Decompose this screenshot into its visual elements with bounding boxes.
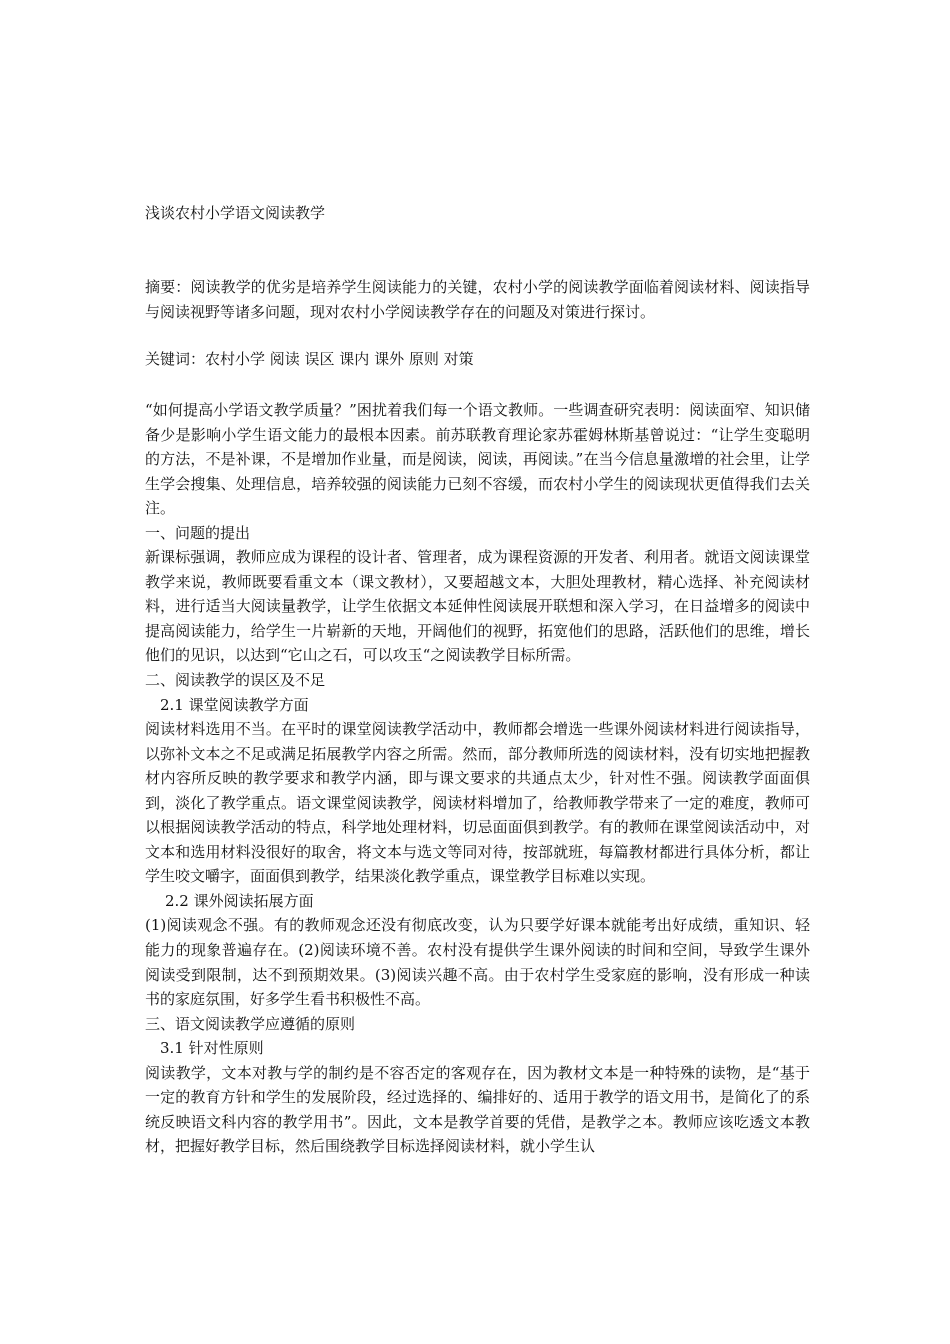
section-1-paragraph: 新课标强调，教师应成为课程的设计者、管理者，成为课程资源的开发者、利用者。就语文阅读课堂教学来说，教师既要看重文本（课文教材），又要超越文本，大胆处理教材，精心选择、补充阅读材料，进行适当大阅读量教学，让学生依据文本延伸性阅读展开联想和深入学习，在日益增多的阅读中提高阅读能力，给学生一片崭新的天地，开阔他们的视野，拓宽他们的思路，活跃他们的思维，增长他们的见识，以达到“它山之石，可以攻玉“之阅读教学目标所需。 [145, 548, 810, 665]
section-heading-2: 二、阅读教学的误区及不足 [145, 671, 326, 690]
subsection-2-2-paragraph: (1)阅读观念不强。有的教师观念还没有彻底改变，认为只要学好课本就能考出好成绩，重知识、轻能力的现象普遍存在。(2)阅读环境不善。农村没有提供学生课外阅读的时间和空间，导致学生课外阅读受到限制，达不到预期效果。(3)阅读兴趣不高。由于农村学生受家庭的影响，没有形成一种读书的家庭氛围，好多学生看书积极性不高。 [145, 916, 810, 1009]
section-heading-1: 一、问题的提出 [145, 523, 251, 542]
subsection-3-1-paragraph: 阅读教学，文本对教与学的制约是不容否定的客观存在，因为教材文本是一种特殊的读物，是“基于一定的教育方针和学生的发展阶段，经过选择的、编排好的、适用于教学的语文用书，是简化了的系统反映语文科内容的教学用书”。因此，文本是教学首要的凭借，是教学之本。教师应该吃透文本教材，把握好教学目标，然后围绕教学目标选择阅读材料，就小学生认 [145, 1063, 810, 1156]
document-body [145, 398, 810, 1159]
section-heading-3: 三、语文阅读教学应遵循的原则 [145, 1014, 356, 1033]
subsection-heading-2-1: 2.1 课堂阅读教学方面 [160, 695, 309, 714]
subsection-2-1-paragraph: 阅读材料选用不当。在平时的课堂阅读教学活动中，教师都会增选一些课外阅读材料进行阅读指导，以弥补文本之不足或满足拓展教学内容之所需。然而，部分教师所选的阅读材料，没有切实地把握教材内容所反映的教学要求和教学内涵，即与课文要求的共通点太少，针对性不强。阅读教学面面俱到，淡化了教学重点。语文课堂阅读教学，阅读材料增加了，给教师教学带来了一定的难度，教师可以根据阅读教学活动的特点，科学地处理材料，切忌面面俱到教学。有的教师在课堂阅读活动中，对文本和选用材料没很好的取舍，将文本与选文等同对待，按部就班，每篇教材都进行具体分析，都让学生咬文嚼字，面面俱到教学，结果淡化教学重点，课堂教学目标难以实现。 [145, 720, 810, 886]
subsection-heading-2-2: 2.2 课外阅读拓展方面 [165, 891, 314, 910]
abstract-paragraph: 摘要：阅读教学的优劣是培养学生阅读能力的关键，农村小学的阅读教学面临着阅读材料、阅读指导与阅读视野等诸多问题，现对农村小学阅读教学存在的问题及对策进行探讨。 [145, 278, 810, 321]
keywords-line: 关键词：农村小学 阅读 误区 课内 课外 原则 对策 [145, 350, 474, 368]
subsection-heading-3-1: 3.1 针对性原则 [160, 1039, 264, 1058]
intro-paragraph: “如何提高小学语文教学质量？”困扰着我们每一个语文教师。一些调查研究表明：阅读面窄、知识储备少是影响小学生语文能力的最根本因素。前苏联教育理论家苏霍姆林斯基曾说过：“让学生变聪明的方法，不是补课，不是增加作业量，而是阅读，阅读，再阅读。”在当今信息量激增的社会里，让学生学会搜集、处理信息，培养较强的阅读能力已刻不容缓，而农村小学生的阅读现状更值得我们去关注。 [145, 401, 810, 518]
document-title: 浅谈农村小学语文阅读教学 [145, 204, 326, 222]
